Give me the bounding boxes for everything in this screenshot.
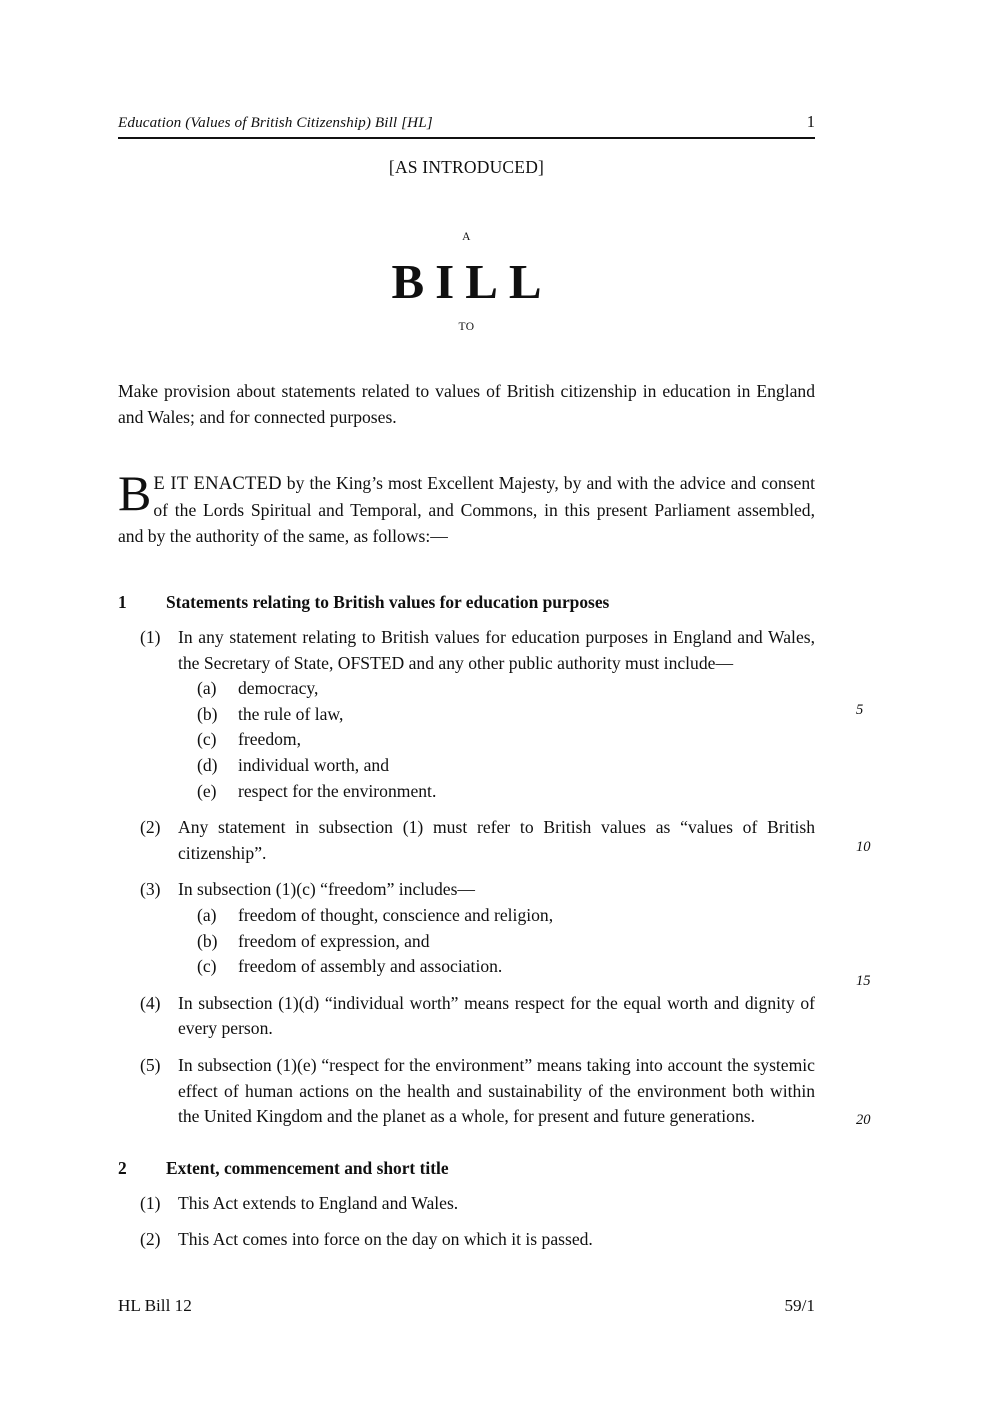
subsection-text: This Act comes into force on the day on which it is passed. xyxy=(178,1229,593,1250)
enacting-text: by the King’s most Excellent Majesty, by and with the advice and consent of the Lords Spiritual and Temporal, and Commons, in this present Parliament assembled, and by the authority of the same, as follows:— xyxy=(118,473,815,546)
line-number: 20 xyxy=(856,1112,871,1128)
paragraph-marker: (e) xyxy=(197,780,217,801)
bill-reference: HL Bill 12 xyxy=(118,1296,192,1315)
list-item xyxy=(178,779,815,805)
list-item xyxy=(178,954,815,980)
subsection xyxy=(118,1227,815,1253)
section-number: 2 xyxy=(118,1157,127,1178)
subsection-marker: (1) xyxy=(140,1192,161,1213)
subsection-text: In subsection (1)(d) “individual worth” means respect for the equal worth and dignity of every person. xyxy=(178,992,815,1039)
paragraph-marker: (a) xyxy=(197,904,217,925)
subsection xyxy=(118,1191,815,1217)
title-block xyxy=(118,157,815,333)
list-item xyxy=(178,727,815,753)
paragraph-list-wrapper xyxy=(118,676,815,804)
title-preposition: TO xyxy=(458,320,475,333)
clauses-column xyxy=(118,590,815,1264)
paragraph-text: freedom of assembly and association. xyxy=(238,956,503,977)
paragraph-list-wrapper xyxy=(118,903,815,980)
paragraph-marker: (c) xyxy=(197,729,217,750)
section-title: Statements relating to British values for education purposes xyxy=(166,592,610,612)
paragraph-marker: (b) xyxy=(197,703,218,724)
page-footer xyxy=(118,1296,815,1316)
paragraph-text: freedom of thought, conscience and religion, xyxy=(238,904,554,925)
paragraph-text: individual worth, and xyxy=(238,754,389,775)
long-title: Make provision about statements related to values of British citizenship in education in England and Wales; and for connected purposes. xyxy=(118,381,815,427)
paragraph-text: the rule of law, xyxy=(238,703,344,724)
subsection-text: This Act extends to England and Wales. xyxy=(178,1192,459,1213)
subsection xyxy=(118,625,815,676)
title-article: A xyxy=(462,231,471,243)
paragraph-marker: (c) xyxy=(197,956,217,977)
paragraph-text: respect for the environment. xyxy=(238,780,437,801)
list-item xyxy=(178,903,815,929)
running-header-title: Education (Values of British Citizenship) Bill [HL] xyxy=(118,114,433,131)
subsection-text: Any statement in subsection (1) must refer to British values as “values of British citizenship”. xyxy=(178,817,815,863)
list-item xyxy=(178,929,815,955)
subsection-marker: (3) xyxy=(140,879,161,900)
spacer xyxy=(140,676,178,804)
print-number: 59/1 xyxy=(784,1296,815,1315)
enacting-formula xyxy=(118,465,815,549)
list-item xyxy=(178,753,815,779)
paragraph-marker: (d) xyxy=(197,754,218,775)
section-number: 1 xyxy=(118,592,127,612)
paragraph-text: democracy, xyxy=(238,678,319,699)
bill-status-label: [AS INTRODUCED] xyxy=(388,157,545,177)
paragraph-list xyxy=(178,903,815,980)
subsection-text: In any statement relating to British values for education purposes in England and Wales, the Secretary of State, OFSTED and any other public authority must include— xyxy=(178,627,815,673)
line-number: 5 xyxy=(856,702,864,718)
subsection-text: In subsection (1)(e) “respect for the environment” means taking into account the systemic effect of human actions on the health and sustainability of the environment both within the United Kingdom and the planet as a whole, for present and future generations. xyxy=(178,1054,815,1127)
subsection-marker: (2) xyxy=(140,1229,161,1250)
paragraph-marker: (a) xyxy=(197,678,217,699)
list-item xyxy=(178,702,815,728)
line-number: 15 xyxy=(856,973,871,989)
subsection xyxy=(118,1053,815,1130)
paragraph-text: freedom, xyxy=(238,729,302,750)
subsection xyxy=(118,815,815,866)
section-heading-1 xyxy=(118,590,815,615)
subsection-marker: (4) xyxy=(140,992,161,1013)
section-title: Extent, commencement and short title xyxy=(166,1157,449,1178)
line-number: 10 xyxy=(856,839,871,855)
running-header xyxy=(118,112,815,139)
paragraph-text: freedom of expression, and xyxy=(238,930,430,951)
subsection-marker: (2) xyxy=(140,817,161,838)
subsection-marker: (5) xyxy=(140,1054,161,1075)
subsection xyxy=(118,991,815,1042)
section-heading-2 xyxy=(118,1156,815,1181)
enacting-dropcap: B xyxy=(118,465,152,521)
paragraph-list xyxy=(178,676,815,804)
enacting-smallcaps: E IT ENACTED xyxy=(153,473,282,494)
subsection-marker: (1) xyxy=(140,627,161,647)
subsection-text: In subsection (1)(c) “freedom” includes— xyxy=(178,879,476,900)
page-number: 1 xyxy=(806,112,815,131)
paragraph-marker: (b) xyxy=(197,930,218,951)
document-type-heading: BILL xyxy=(391,254,553,309)
subsection xyxy=(118,877,815,903)
list-item xyxy=(178,676,815,702)
spacer xyxy=(140,903,178,980)
